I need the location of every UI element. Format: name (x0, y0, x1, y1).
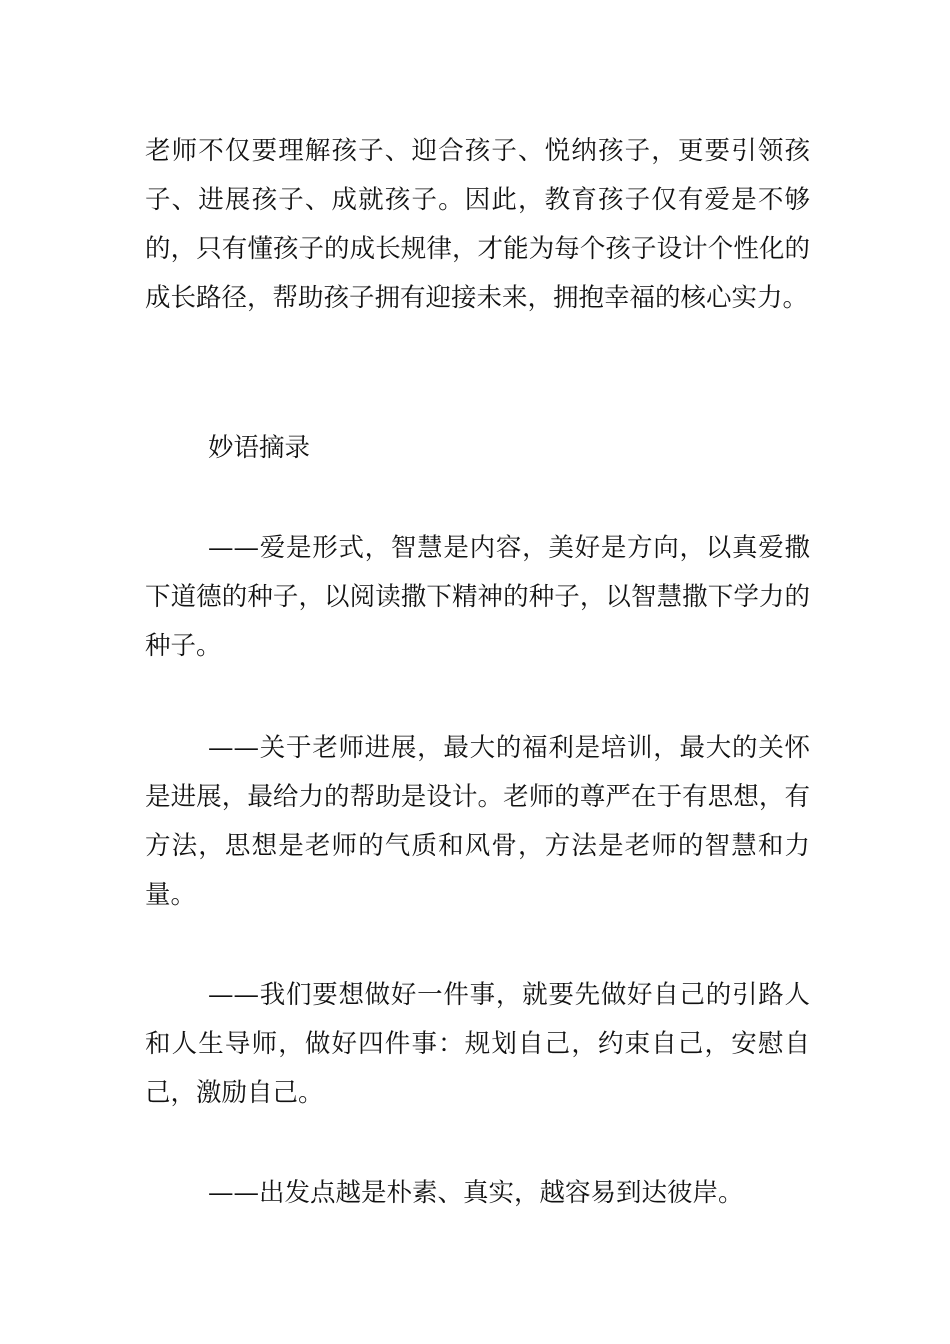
body-paragraph: 老师不仅要理解孩子、迎合孩子、悦纳孩子，更要引领孩子、进展孩子、成就孩子。因此，教育孩子仅有爱是不够的，只有懂孩子的成长规律，才能为每个孩子设计个性化的成长路径，帮助孩子拥有迎接未来，拥抱幸福的核心实力。 (145, 136, 810, 313)
quote-paragraph: ——爱是形式，智慧是内容，美好是方向，以真爱撒下道德的种子，以阅读撒下精神的种子，以智慧撒下学力的种子。 (145, 533, 810, 661)
quote-paragraph: ——我们要想做好一件事，就要先做好自己的引路人和人生导师，做好四件事：规划自己，约束自己，安慰自己，激励自己。 (145, 980, 810, 1108)
section-heading: 妙语摘录 (208, 433, 311, 463)
quote-paragraph: ——关于老师进展，最大的福利是培训，最大的关怀是进展，最给力的帮助是设计。老师的尊严在于有思想，有方法，思想是老师的气质和风骨，方法是老师的智慧和力量。 (145, 733, 810, 910)
quote-paragraph: ——出发点越是朴素、真实，越容易到达彼岸。 (208, 1178, 744, 1208)
